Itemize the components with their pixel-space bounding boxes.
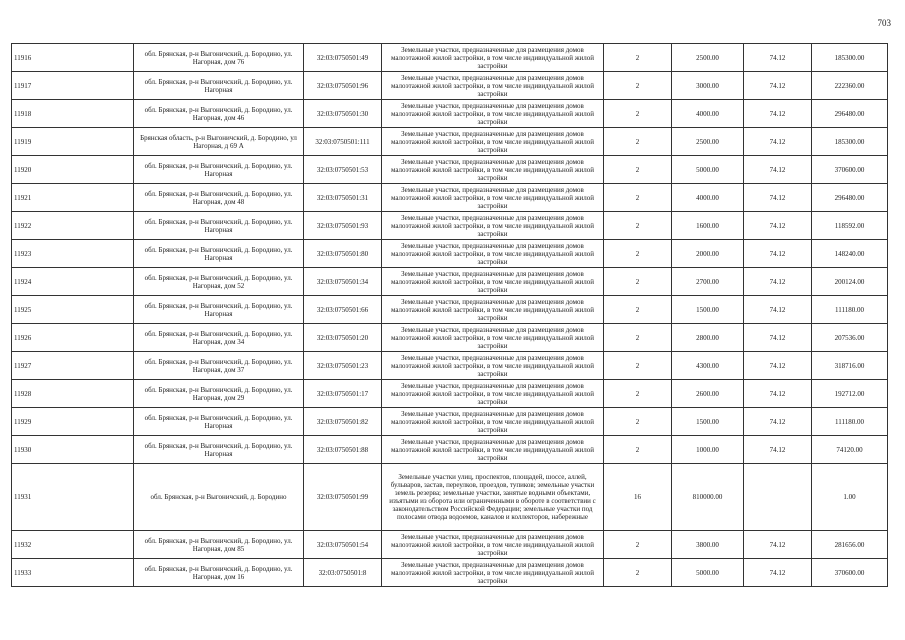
cadastral-number-cell: 32:03:0750501:82 xyxy=(304,408,382,436)
cadastral-value-cell: 318716.00 xyxy=(812,352,888,380)
use-code-cell: 2 xyxy=(604,128,672,156)
address-cell: обл. Брянская, р-н Выгоничский, д. Бородино, ул. Нагорная xyxy=(134,408,304,436)
use-code-cell: 2 xyxy=(604,212,672,240)
land-use-cell: Земельные участки, предназначенные для размещения домов малоэтажной жилой застройки, в том числе индивидуальной жилой застройки xyxy=(382,408,604,436)
table-body xyxy=(12,44,888,587)
rate-cell: 74.12 xyxy=(744,184,812,212)
row-number-cell: 11923 xyxy=(12,240,134,268)
cadastral-value-cell: 370600.00 xyxy=(812,559,888,587)
address-cell: обл. Брянская, р-н Выгоничский, д. Бородино, ул. Нагорная, дом 52 xyxy=(134,268,304,296)
table-row xyxy=(12,128,888,156)
table-row xyxy=(12,184,888,212)
land-use-cell: Земельные участки, предназначенные для размещения домов малоэтажной жилой застройки, в том числе индивидуальной жилой застройки xyxy=(382,380,604,408)
cadastral-number-cell: 32:03:0750501:96 xyxy=(304,72,382,100)
cadastral-value-cell: 296480.00 xyxy=(812,184,888,212)
cadastral-value-cell: 118592.00 xyxy=(812,212,888,240)
table-row xyxy=(12,72,888,100)
area-cell: 4000.00 xyxy=(672,100,744,128)
rate-cell: 74.12 xyxy=(744,268,812,296)
page-number: 703 xyxy=(877,18,891,28)
area-cell: 1500.00 xyxy=(672,408,744,436)
cadastral-number-cell: 32:03:0750501:8 xyxy=(304,559,382,587)
table-row xyxy=(12,464,888,531)
row-number-cell: 11922 xyxy=(12,212,134,240)
cadastral-number-cell: 32:03:0750501:53 xyxy=(304,156,382,184)
cadastral-number-cell: 32:03:0750501:49 xyxy=(304,44,382,72)
use-code-cell: 2 xyxy=(604,296,672,324)
rate-cell: 74.12 xyxy=(744,156,812,184)
cadastral-value-cell: 1.00 xyxy=(812,464,888,531)
table-row xyxy=(12,100,888,128)
land-use-cell: Земельные участки, предназначенные для размещения домов малоэтажной жилой застройки, в том числе индивидуальной жилой застройки xyxy=(382,296,604,324)
land-use-cell: Земельные участки, предназначенные для размещения домов малоэтажной жилой застройки, в том числе индивидуальной жилой застройки xyxy=(382,436,604,464)
address-cell: обл. Брянская, р-н Выгоничский, д. Бородино, ул. Нагорная xyxy=(134,296,304,324)
rate-cell: 74.12 xyxy=(744,240,812,268)
row-number-cell: 11929 xyxy=(12,408,134,436)
land-use-cell: Земельные участки, предназначенные для размещения домов малоэтажной жилой застройки, в том числе индивидуальной жилой застройки xyxy=(382,100,604,128)
use-code-cell: 2 xyxy=(604,436,672,464)
use-code-cell: 2 xyxy=(604,268,672,296)
cadastral-number-cell: 32:03:0750501:23 xyxy=(304,352,382,380)
cadastral-number-cell: 32:03:0750501:111 xyxy=(304,128,382,156)
area-cell: 2600.00 xyxy=(672,380,744,408)
cadastral-number-cell: 32:03:0750501:93 xyxy=(304,212,382,240)
land-use-cell: Земельные участки, предназначенные для размещения домов малоэтажной жилой застройки, в том числе индивидуальной жилой застройки xyxy=(382,156,604,184)
use-code-cell: 2 xyxy=(604,352,672,380)
use-code-cell: 2 xyxy=(604,408,672,436)
table-row xyxy=(12,212,888,240)
rate-cell: 74.12 xyxy=(744,380,812,408)
rate-cell: 74.12 xyxy=(744,72,812,100)
row-number-cell: 11924 xyxy=(12,268,134,296)
rate-cell: 74.12 xyxy=(744,559,812,587)
address-cell: обл. Брянская, р-н Выгоничский, д. Бородино, ул. Нагорная, дом 29 xyxy=(134,380,304,408)
row-number-cell: 11917 xyxy=(12,72,134,100)
table-row xyxy=(12,44,888,72)
table-row xyxy=(12,436,888,464)
row-number-cell: 11932 xyxy=(12,531,134,559)
address-cell: обл. Брянская, р-н Выгоничский, д. Бородино, ул. Нагорная xyxy=(134,72,304,100)
cadastral-value-cell: 370600.00 xyxy=(812,156,888,184)
address-cell: обл. Брянская, р-н Выгоничский, д. Бородино, ул. Нагорная xyxy=(134,436,304,464)
area-cell: 1600.00 xyxy=(672,212,744,240)
row-number-cell: 11927 xyxy=(12,352,134,380)
table-row xyxy=(12,408,888,436)
address-cell: обл. Брянская, р-н Выгоничский, д. Бородино, ул. Нагорная, дом 16 xyxy=(134,559,304,587)
land-use-cell: Земельные участки улиц, проспектов, площадей, шоссе, аллей, бульваров, застав, переулков, проездов, тупиков; земельные участки земель резерва; земельные участки, занятые водными объектами, изъятыми из оборота или ограниченными в обороте в соответствии с законодательством Российской Федерации; земельные участки под полосами отвода водоемов, каналов и коллекторов, набережные xyxy=(382,464,604,531)
cadastral-value-cell: 200124.00 xyxy=(812,268,888,296)
land-use-cell: Земельные участки, предназначенные для размещения домов малоэтажной жилой застройки, в том числе индивидуальной жилой застройки xyxy=(382,352,604,380)
land-use-cell: Земельные участки, предназначенные для размещения домов малоэтажной жилой застройки, в том числе индивидуальной жилой застройки xyxy=(382,44,604,72)
cadastral-value-cell: 296480.00 xyxy=(812,100,888,128)
use-code-cell: 2 xyxy=(604,44,672,72)
land-use-cell: Земельные участки, предназначенные для размещения домов малоэтажной жилой застройки, в том числе индивидуальной жилой застройки xyxy=(382,324,604,352)
row-number-cell: 11921 xyxy=(12,184,134,212)
rate-cell: 74.12 xyxy=(744,100,812,128)
address-cell: обл. Брянская, р-н Выгоничский, д. Бородино xyxy=(134,464,304,531)
address-cell: обл. Брянская, р-н Выгоничский, д. Бородино, ул. Нагорная xyxy=(134,240,304,268)
cadastral-number-cell: 32:03:0750501:34 xyxy=(304,268,382,296)
table-row xyxy=(12,531,888,559)
use-code-cell: 2 xyxy=(604,72,672,100)
land-use-cell: Земельные участки, предназначенные для размещения домов малоэтажной жилой застройки, в том числе индивидуальной жилой застройки xyxy=(382,128,604,156)
table-row xyxy=(12,352,888,380)
land-use-cell: Земельные участки, предназначенные для размещения домов малоэтажной жилой застройки, в том числе индивидуальной жилой застройки xyxy=(382,559,604,587)
rate-cell: 74.12 xyxy=(744,128,812,156)
row-number-cell: 11918 xyxy=(12,100,134,128)
cadastral-number-cell: 32:03:0750501:66 xyxy=(304,296,382,324)
address-cell: обл. Брянская, р-н Выгоничский, д. Бородино, ул. Нагорная, дом 37 xyxy=(134,352,304,380)
table-row xyxy=(12,559,888,587)
area-cell: 1000.00 xyxy=(672,436,744,464)
address-cell: обл. Брянская, р-н Выгоничский, д. Бородино, ул. Нагорная xyxy=(134,212,304,240)
use-code-cell: 16 xyxy=(604,464,672,531)
address-cell: обл. Брянская, р-н Выгоничский, д. Бородино, ул. Нагорная, дом 34 xyxy=(134,324,304,352)
rate-cell: 74.12 xyxy=(744,324,812,352)
row-number-cell: 11925 xyxy=(12,296,134,324)
land-use-cell: Земельные участки, предназначенные для размещения домов малоэтажной жилой застройки, в том числе индивидуальной жилой застройки xyxy=(382,184,604,212)
cadastral-number-cell: 32:03:0750501:17 xyxy=(304,380,382,408)
use-code-cell: 2 xyxy=(604,559,672,587)
area-cell: 3800.00 xyxy=(672,531,744,559)
row-number-cell: 11916 xyxy=(12,44,134,72)
address-cell: обл. Брянская, р-н Выгоничский, д. Бородино, ул. Нагорная xyxy=(134,156,304,184)
cadastral-number-cell: 32:03:0750501:99 xyxy=(304,464,382,531)
cadastral-value-cell: 222360.00 xyxy=(812,72,888,100)
rate-cell: 74.12 xyxy=(744,296,812,324)
use-code-cell: 2 xyxy=(604,184,672,212)
land-use-cell: Земельные участки, предназначенные для размещения домов малоэтажной жилой застройки, в том числе индивидуальной жилой застройки xyxy=(382,531,604,559)
address-cell: обл. Брянская, р-н Выгоничский, д. Бородино, ул. Нагорная, дом 76 xyxy=(134,44,304,72)
cadastral-number-cell: 32:03:0750501:54 xyxy=(304,531,382,559)
area-cell: 4300.00 xyxy=(672,352,744,380)
rate-cell: 74.12 xyxy=(744,212,812,240)
table-row xyxy=(12,296,888,324)
cadastral-value-cell: 207536.00 xyxy=(812,324,888,352)
row-number-cell: 11928 xyxy=(12,380,134,408)
table-row xyxy=(12,240,888,268)
cadastral-value-cell: 185300.00 xyxy=(812,44,888,72)
area-cell: 3000.00 xyxy=(672,72,744,100)
table-row xyxy=(12,268,888,296)
rate-cell: 74.12 xyxy=(744,408,812,436)
rate-cell xyxy=(744,464,812,531)
row-number-cell: 11926 xyxy=(12,324,134,352)
use-code-cell: 2 xyxy=(604,240,672,268)
area-cell: 810000.00 xyxy=(672,464,744,531)
area-cell: 4000.00 xyxy=(672,184,744,212)
cadastral-value-cell: 74120.00 xyxy=(812,436,888,464)
cadastral-number-cell: 32:03:0750501:30 xyxy=(304,100,382,128)
area-cell: 5000.00 xyxy=(672,156,744,184)
area-cell: 5000.00 xyxy=(672,559,744,587)
use-code-cell: 2 xyxy=(604,324,672,352)
area-cell: 2500.00 xyxy=(672,128,744,156)
land-use-cell: Земельные участки, предназначенные для размещения домов малоэтажной жилой застройки, в том числе индивидуальной жилой застройки xyxy=(382,212,604,240)
area-cell: 1500.00 xyxy=(672,296,744,324)
cadastral-number-cell: 32:03:0750501:80 xyxy=(304,240,382,268)
row-number-cell: 11930 xyxy=(12,436,134,464)
area-cell: 2700.00 xyxy=(672,268,744,296)
table-row xyxy=(12,156,888,184)
cadastral-value-cell: 111180.00 xyxy=(812,296,888,324)
cadastral-value-cell: 185300.00 xyxy=(812,128,888,156)
cadastral-number-cell: 32:03:0750501:20 xyxy=(304,324,382,352)
land-cadastral-table xyxy=(11,43,888,587)
address-cell: обл. Брянская, р-н Выгоничский, д. Бородино, ул. Нагорная, дом 48 xyxy=(134,184,304,212)
cadastral-value-cell: 281656.00 xyxy=(812,531,888,559)
area-cell: 2500.00 xyxy=(672,44,744,72)
row-number-cell: 11919 xyxy=(12,128,134,156)
table-row xyxy=(12,324,888,352)
cadastral-number-cell: 32:03:0750501:88 xyxy=(304,436,382,464)
use-code-cell: 2 xyxy=(604,531,672,559)
address-cell: обл. Брянская, р-н Выгоничский, д. Бородино, ул. Нагорная, дом 46 xyxy=(134,100,304,128)
rate-cell: 74.12 xyxy=(744,352,812,380)
land-use-cell: Земельные участки, предназначенные для размещения домов малоэтажной жилой застройки, в том числе индивидуальной жилой застройки xyxy=(382,268,604,296)
land-use-cell: Земельные участки, предназначенные для размещения домов малоэтажной жилой застройки, в том числе индивидуальной жилой застройки xyxy=(382,240,604,268)
use-code-cell: 2 xyxy=(604,156,672,184)
land-use-cell: Земельные участки, предназначенные для размещения домов малоэтажной жилой застройки, в том числе индивидуальной жилой застройки xyxy=(382,72,604,100)
area-cell: 2000.00 xyxy=(672,240,744,268)
cadastral-value-cell: 111180.00 xyxy=(812,408,888,436)
table-row xyxy=(12,380,888,408)
use-code-cell: 2 xyxy=(604,380,672,408)
cadastral-value-cell: 192712.00 xyxy=(812,380,888,408)
cadastral-number-cell: 32:03:0750501:31 xyxy=(304,184,382,212)
row-number-cell: 11920 xyxy=(12,156,134,184)
rate-cell: 74.12 xyxy=(744,436,812,464)
rate-cell: 74.12 xyxy=(744,531,812,559)
address-cell: обл. Брянская, р-н Выгоничский, д. Бородино, ул. Нагорная, дом 85 xyxy=(134,531,304,559)
cadastral-value-cell: 148240.00 xyxy=(812,240,888,268)
row-number-cell: 11933 xyxy=(12,559,134,587)
area-cell: 2800.00 xyxy=(672,324,744,352)
row-number-cell: 11931 xyxy=(12,464,134,531)
address-cell: Брянская область, р-н Выгоничский, д. Бородино, ул Нагорная, д 69 А xyxy=(134,128,304,156)
rate-cell: 74.12 xyxy=(744,44,812,72)
use-code-cell: 2 xyxy=(604,100,672,128)
